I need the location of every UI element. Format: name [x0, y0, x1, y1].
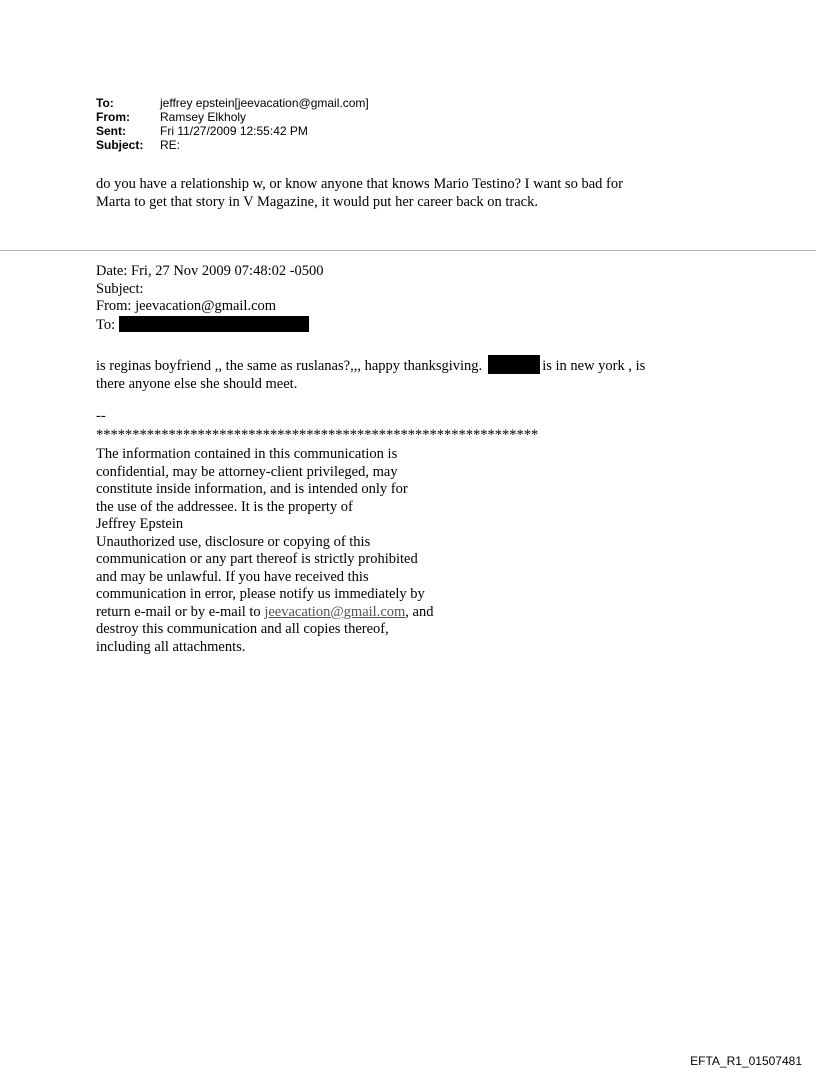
reply-body-line: Marta to get that story in V Magazine, it would put her career back on track.: [96, 193, 538, 210]
quoted-body-line: [96, 355, 736, 376]
disclaimer-line: communication or any part thereof is strictly prohibited: [96, 551, 418, 567]
email-header: [96, 96, 369, 152]
redaction-box: [119, 316, 309, 332]
disclaimer-line: Jeffrey Epstein: [96, 516, 184, 532]
header-sent-row: [96, 124, 369, 138]
reply-body-line: do you have a relationship w, or know anyone that knows Mario Testino? I want so bad for: [96, 176, 623, 192]
quoted-body-line: there anyone else she should meet.: [96, 375, 298, 392]
quoted-header: [96, 263, 736, 334]
signature-stars: *************************************************************: [96, 427, 539, 443]
header-subject-value: RE:: [160, 138, 181, 152]
disclaimer-line: communication in error, please notify us immediately by: [96, 586, 425, 602]
redaction-box: [488, 355, 540, 374]
disclaimer: [96, 446, 516, 656]
disclaimer-line: The information contained in this communication is: [96, 446, 398, 462]
quoted-body-text: is reginas boyfriend ,, the same as ruslanas?,,, happy thanksgiving.: [96, 358, 483, 374]
header-from-value: Ramsey Elkholy: [160, 110, 247, 124]
header-to-label: To:: [96, 96, 114, 110]
disclaimer-line: constitute inside information, and is intended only for: [96, 481, 408, 497]
reply-body: [96, 176, 736, 211]
quoted-to-label: To:: [96, 316, 116, 333]
header-subject-row: [96, 138, 369, 152]
header-to-value: jeffrey epstein[jeevacation@gmail.com]: [160, 96, 369, 110]
disclaimer-line: Unauthorized use, disclosure or copying of this: [96, 533, 371, 550]
quoted-from: From: jeevacation@gmail.com: [96, 298, 277, 314]
document-id: EFTA_R1_01507481: [690, 1054, 802, 1068]
header-sent-value: Fri 11/27/2009 12:55:42 PM: [160, 124, 308, 138]
message-divider: [0, 250, 816, 251]
quoted-body: [96, 355, 736, 393]
disclaimer-link-prefix: return e-mail or by e-mail to: [96, 603, 265, 620]
disclaimer-link-suffix: , and: [405, 603, 434, 620]
disclaimer-line: including all attachments.: [96, 638, 246, 655]
header-sent-label: Sent:: [96, 124, 126, 138]
disclaimer-line: the use of the addressee. It is the property of: [96, 498, 353, 515]
disclaimer-line: destroy this communication and all copies thereof,: [96, 621, 389, 637]
disclaimer-link-line: [96, 604, 516, 622]
quoted-to-row: [96, 316, 736, 335]
header-from-label: From:: [96, 110, 130, 124]
header-from-row: [96, 110, 369, 124]
signature-dash: --: [96, 408, 106, 424]
email-link[interactable]: jeevacation@gmail.com: [264, 603, 406, 620]
disclaimer-line: and may be unlawful. If you have received this: [96, 568, 369, 585]
quoted-date: Date: Fri, 27 Nov 2009 07:48:02 -0500: [96, 263, 324, 279]
quoted-subject: Subject:: [96, 280, 144, 297]
disclaimer-line: confidential, may be attorney-client privileged, may: [96, 463, 398, 480]
quoted-body-text: is in new york , is: [542, 358, 646, 374]
header-subject-label: Subject:: [96, 138, 144, 152]
header-to-row: [96, 96, 369, 110]
